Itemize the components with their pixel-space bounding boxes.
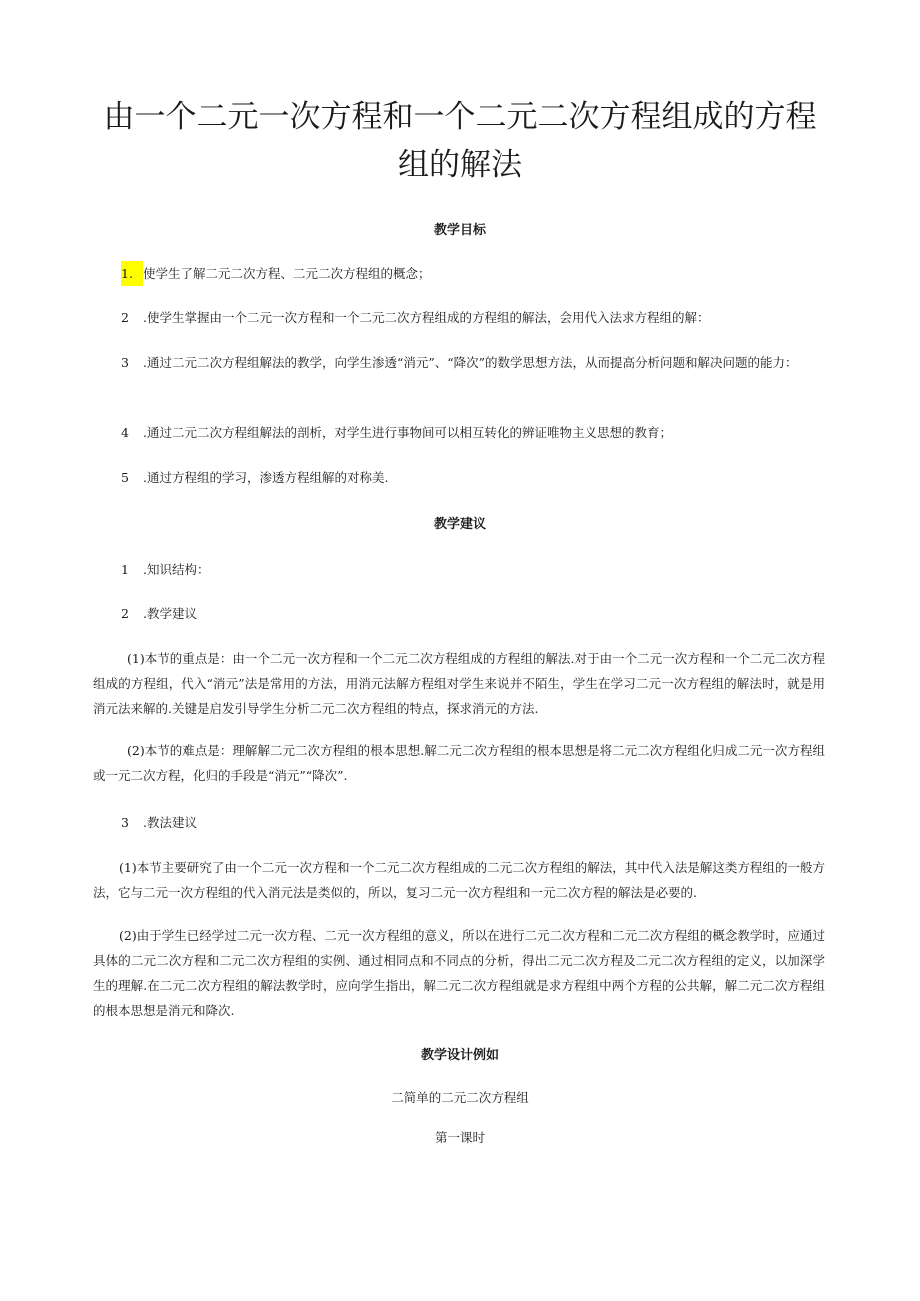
suggestion-text: .知识结构： [143,562,210,577]
objective-text: .通过方程组的学习，渗透方程组解的对称美. [143,470,389,485]
document-title: 由一个二元一次方程和一个二元二次方程组成的方程组的解法 [103,99,817,183]
paragraph-text: (2)由于学生已经学过二元一次方程、二元一次方程组的意义，所以在进行二元二次方程和二元二次方程组的概念教学时，应通过具体的二元二次方程和二元二次方程组的实例、通过相同点和不同点的分析，得出二元二次方程及二元二次方程组的定义，以加深学生的理解.在二元二次方程组的解法教学时，应向学生指出，解二元二次方程组就是求方程组中两个方程的公共解，解二元二次方程组的根本思想是消元和降次. [93,928,825,1018]
paragraph-text: (1)本节的重点是：由一个二元一次方程和一个二元二次方程组成的方程组的解法.对于由一个二元一次方程和一个二元二次方程组成的方程组，代入“消元”法是常用的方法，用消元法解方程组对学生来说并不陌生，学生在学习二元一次方程组的解法时，就是用消元法来解的.关键是启发引导学生分析二元二次方程组的特点，探求消元的方法. [93,651,825,716]
objective-text: .使学生掌握由一个二元一次方程和一个二元二次方程组成的方程组的解法，会用代入法求方程组的解： [143,310,710,325]
suggestions-heading: 教学建议 [433,517,486,532]
objective-item-1 [93,261,825,286]
objectives-heading: 教学目标 [433,223,486,238]
suggestion-item-2 [93,601,825,626]
suggestion-number: 2 [121,606,129,621]
objective-number: 4 [121,425,129,440]
design-subtitle: 二简单的二元二次方程组 [391,1090,529,1105]
teaching-focus-paragraph [93,646,825,721]
design-heading: 教学设计例如 [420,1048,499,1063]
paragraph-text: (2)本节的难点是：理解解二元二次方程组的根本思想.解二元二次方程组的根本思想是将二元二次方程组化归成二元一次方程组或一元二次方程，化归的手段是“消元”“降次”. [93,743,825,783]
suggestion-item-1 [93,557,825,582]
suggestion-number: 1 [121,562,129,577]
objective-item-5 [93,465,825,490]
objective-number: 5 [121,470,129,485]
objective-item-2 [93,305,825,330]
method-paragraph-1 [93,855,825,905]
suggestion-text: .教学建议 [143,606,197,621]
objective-number: 2 [121,310,129,325]
teaching-difficulty-paragraph [93,738,825,788]
paragraph-text: (1)本节主要研究了由一个二元一次方程和一个二元二次方程组成的二元二次方程组的解法，其中代入法是解这类方程组的一般方法，它与二元一次方程组的代入消元法是类似的，所以，复习二元一次方程组和一元二次方程的解法是必要的. [93,860,825,900]
objective-number: 1. [121,261,143,286]
suggestion-text: .教法建议 [143,815,197,830]
objective-item-4 [93,420,825,445]
suggestion-item-3 [93,810,825,835]
lesson-label: 第一课时 [434,1130,485,1145]
objective-text: 使学生了解二元二次方程、二元二次方程组的概念； [143,266,431,281]
suggestion-number: 3 [121,815,129,830]
objective-item-3 [93,350,825,375]
objective-text: .通过二元二次方程组解法的剖析，对学生进行事物间可以相互转化的辨证唯物主义思想的教育； [143,425,672,440]
objective-number: 3 [121,355,129,370]
method-paragraph-2 [93,923,825,1023]
objective-text: .通过二元二次方程组解法的教学，向学生渗透“消元”、“降次”的数学思想方法，从而提高分析问题和解决问题的能力： [143,355,798,370]
